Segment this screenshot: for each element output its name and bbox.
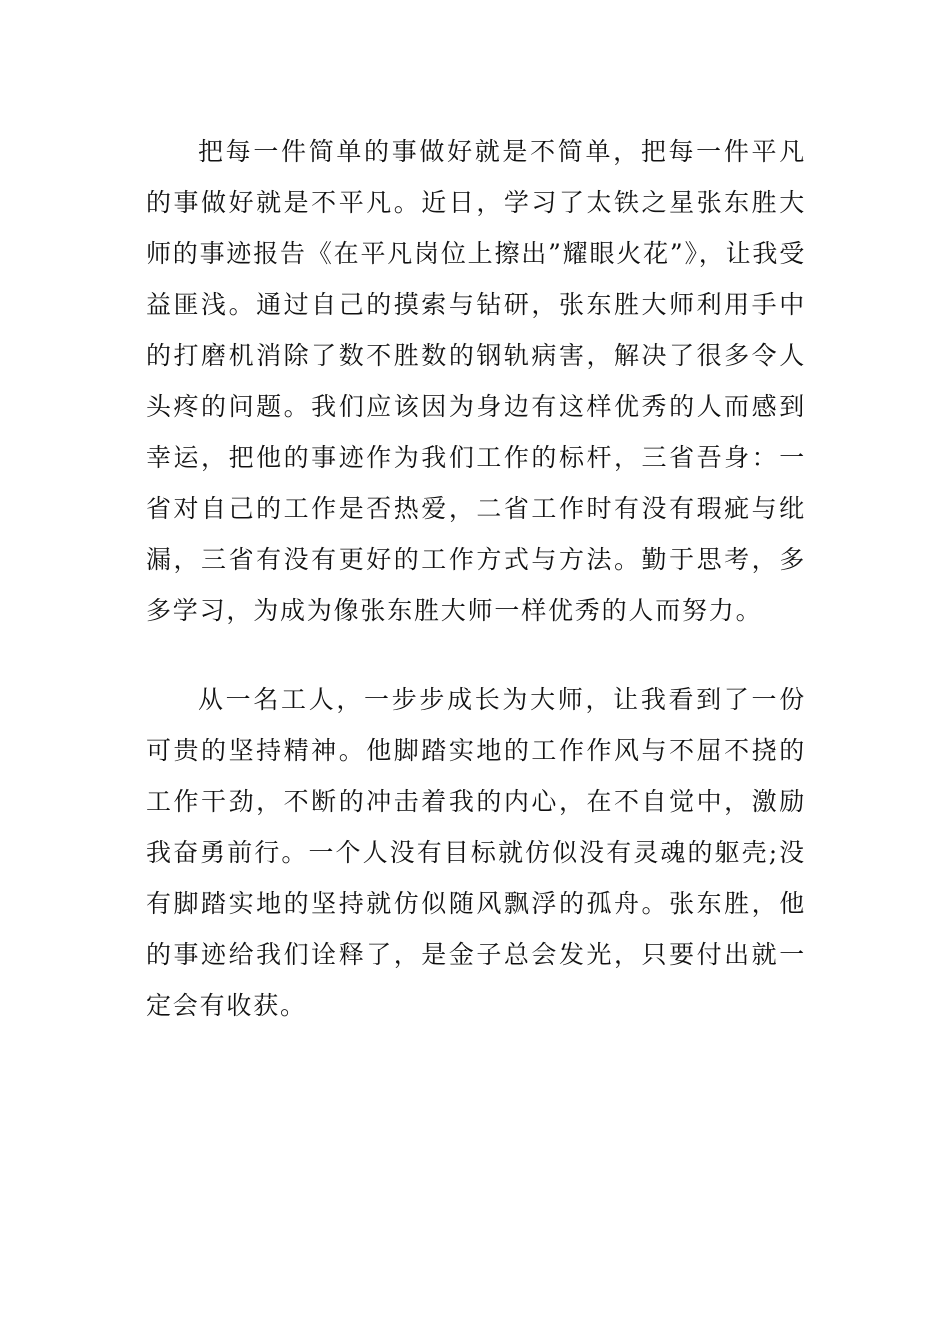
paragraph-1: 把每一件简单的事做好就是不简单，把每一件平凡的事做好就是不平凡。近日，学习了太铁之星张东胜大师的事迹报告《在平凡岗位上擦出”耀眼火花”》，让我受益匪浅。通过自己的摸索与钻研，张东胜大师利用手中的打磨机消除了数不胜数的钢轨病害，解决了很多令人头疼的问题。我们应该因为身边有这样优秀的人而感到幸运，把他的事迹作为我们工作的标杆，三省吾身：一省对自己的工作是否热爱，二省工作时有没有瑕疵与纰漏，三省有没有更好的工作方式与方法。勤于思考，多多学习，为成为像张东胜大师一样优秀的人而努力。 (146, 137, 806, 625)
paragraph-2: 从一名工人，一步步成长为大师，让我看到了一份可贵的坚持精神。他脚踏实地的工作作风与不屈不挠的工作干劲，不断的冲击着我的内心，在不自觉中，激励我奋勇前行。一个人没有目标就仿似没有灵魂的躯壳;没有脚踏实地的坚持就仿似随风飘浮的孤舟。张东胜，他的事迹给我们诠释了，是金子总会发光，只要付出就一定会有收获。 (146, 685, 806, 1020)
